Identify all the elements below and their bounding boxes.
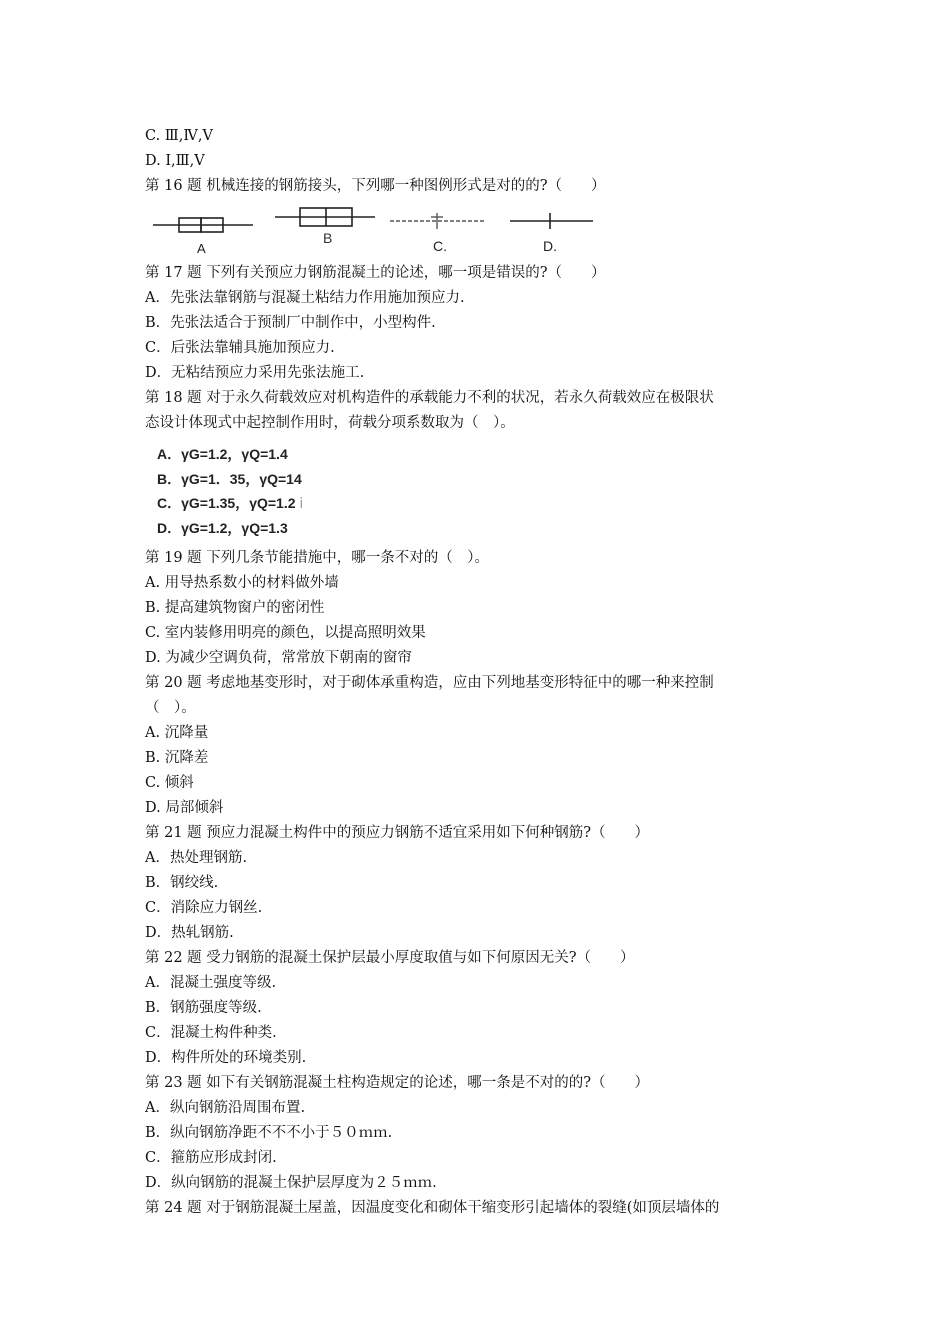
q17-option-d: D．无粘结预应力采用先张法施工. bbox=[145, 365, 365, 381]
q20-option-b: B. 沉降差 bbox=[145, 750, 209, 766]
q21-option-b: B．钢绞线. bbox=[145, 875, 219, 891]
q23-option-b: B．纵向钢筋净距不不不小于５０ｍｍ. bbox=[145, 1125, 393, 1141]
q20-stem-line-2: （ ）。 bbox=[145, 700, 196, 716]
q18-stem-line-2: 态设计体现式中起控制作用时，荷载分项系数取为（ ）。 bbox=[145, 415, 515, 431]
q22-option-a: A．混凝土强度等级. bbox=[145, 975, 277, 991]
q19-option-d: D. 为减少空调负荷，常常放下朝南的窗帘 bbox=[145, 650, 412, 666]
q23-option-d: D．纵向钢筋的混凝土保护层厚度为２５ｍｍ. bbox=[145, 1175, 437, 1191]
q17-option-c: C．后张法靠辅具施加预应力. bbox=[145, 340, 335, 356]
q20-stem-line-1: 第 20 题 考虑地基变形时，对于砌体承重构造，应由下列地基变形特征中的哪一种来控制 bbox=[145, 675, 714, 691]
legend-a-coupler bbox=[153, 218, 253, 232]
q19-stem: 第 19 题 下列几条节能措施中，哪一条不对的（ ）。 bbox=[145, 550, 490, 566]
q22-option-d: D．构件所处的环境类别. bbox=[145, 1050, 307, 1066]
q22-stem: 第 22 题 受力钢筋的混凝土保护层最小厚度取值与如下何原因无关?（ ） bbox=[145, 950, 635, 966]
q22-option-c: C．混凝土构件种类. bbox=[145, 1025, 277, 1041]
q21-option-a: A．热处理钢筋. bbox=[145, 850, 248, 866]
q17-option-b: B．先张法适合于预制厂中制作中，小型构件. bbox=[145, 315, 436, 331]
q17-stem: 第 17 题 下列有关预应力钢筋混凝土的论述，哪一项是错误的?（ ） bbox=[145, 265, 606, 281]
q24-stem: 第 24 题 对于钢筋混凝土屋盖，因温度变化和砌体干缩变形引起墙体的裂缝(如顶层墙体的 bbox=[145, 1200, 720, 1216]
q17-option-a: A．先张法靠钢筋与混凝土粘结力作用施加预应力. bbox=[145, 290, 465, 306]
prev-option-c: C. Ⅲ,Ⅳ,Ⅴ bbox=[145, 128, 213, 144]
legend-d-label: D. bbox=[543, 238, 557, 254]
legend-c-coupler bbox=[390, 213, 485, 229]
q23-stem: 第 23 题 如下有关钢筋混凝土柱构造规定的论述，哪一条是不对的的?（ ） bbox=[145, 1075, 650, 1091]
q21-option-d: D．热轧钢筋. bbox=[145, 925, 234, 941]
q21-option-c: C．消除应力钢丝. bbox=[145, 900, 263, 916]
legend-d-coupler bbox=[510, 213, 593, 229]
q20-option-d: D. 局部倾斜 bbox=[145, 800, 224, 816]
q19-option-c: C. 室内装修用明亮的颜色，以提高照明效果 bbox=[145, 625, 426, 641]
q18-figure-option-c: C．γG=1.35，γQ=1.2 bbox=[157, 495, 296, 511]
q16-stem: 第 16 题 机械连接的钢筋接头，下列哪一种图例形式是对的的?（ ） bbox=[145, 178, 606, 194]
legend-a-label: A bbox=[197, 241, 206, 256]
q18-figure-option-a: A．γG=1.2，γQ=1.4 bbox=[157, 446, 288, 462]
q18-figure-option-b: B．γG=1．35，γQ=14 bbox=[157, 470, 302, 487]
q16-figure bbox=[145, 199, 605, 261]
rebar-joint-legend-figure bbox=[145, 199, 605, 261]
stray-mark: ⅰ bbox=[299, 495, 304, 511]
q20-option-c: C. 倾斜 bbox=[145, 775, 194, 791]
legend-b-coupler bbox=[275, 208, 375, 226]
q23-option-a: A．纵向钢筋沿周围布置. bbox=[145, 1100, 306, 1116]
q19-option-b: B. 提高建筑物窗户的密闭性 bbox=[145, 600, 325, 616]
q22-option-b: B．钢筋强度等级. bbox=[145, 1000, 262, 1016]
q19-option-a: A. 用导热系数小的材料做外墙 bbox=[145, 575, 339, 591]
legend-b-label: B bbox=[323, 230, 333, 246]
q18-option-figure bbox=[145, 436, 815, 546]
legend-c-label: C. bbox=[433, 238, 447, 254]
document-page bbox=[145, 124, 815, 1221]
q21-stem: 第 21 题 预应力混凝土构件中的预应力钢筋不适宜采用如下何种钢筋?（ ） bbox=[145, 825, 650, 841]
prev-option-d: D. Ⅰ,Ⅲ,Ⅴ bbox=[145, 153, 205, 169]
q23-option-c: C．箍筋应形成封闭. bbox=[145, 1150, 277, 1166]
q18-figure-option-c-row bbox=[157, 491, 815, 516]
q18-figure-option-d: D．γG=1.2，γQ=1.3 bbox=[157, 519, 288, 536]
q18-stem-line-1: 第 18 题 对于永久荷载效应对机构造件的承载能力不利的状况，若永久荷载效应在极限状 bbox=[145, 390, 714, 406]
q20-option-a: A. 沉降量 bbox=[145, 725, 209, 741]
